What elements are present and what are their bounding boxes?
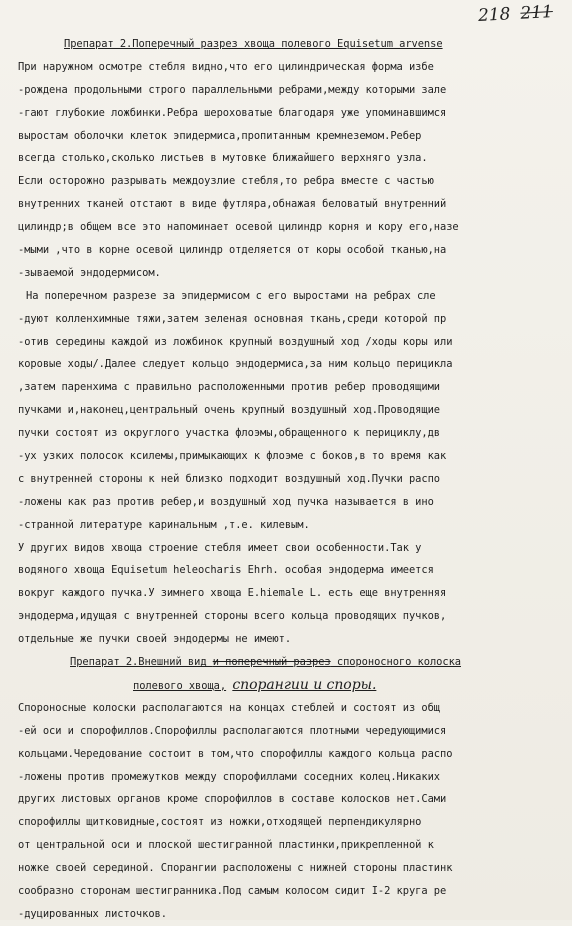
text-line: сообразно сторонам шестигранника.Под самым колосом сидит I-2 круга ре [18, 884, 447, 897]
text-line: -мыми ,что в корне осевой цилиндр отделяется от коры особой тканью,на [18, 244, 447, 257]
heading2-suffix: спороносного колоска [330, 656, 461, 669]
text-line: с внутренней стороны к ней близко подходит воздушный ход.Пучки распо [18, 472, 440, 485]
text-line: У других видов хвоща строение стебля имеет свои особенности.Так у [18, 541, 422, 554]
text-line: ножке своей серединой. Спорангии расположены с нижней стороны пластинк [18, 862, 453, 875]
paragraph-1 [18, 56, 566, 285]
text-line: -отив середины каждой из ложбинок крупный воздушный ход /ходы коры или [18, 335, 453, 348]
text-line: -ей оси и спорофиллов.Спорофиллы располагаются плотными чередующимися [18, 724, 447, 737]
paragraph-4 [18, 697, 566, 926]
text-line: -дуцированных листочков. [18, 907, 167, 920]
text-line: отдельные же пучки своей эндодермы не имеют. [18, 633, 292, 646]
text-line: кольцами.Чередование состоит в том,что спорофиллы каждого кольца распо [18, 747, 453, 760]
text-line: цилиндр;в общем все это напоминает осевой цилиндр корня и кору его,назе [18, 221, 459, 234]
text-line: вокруг каждого пучка.У зимнего хвоща E.hiemale L. есть еще внутренняя [18, 587, 447, 600]
section-heading-2 [18, 651, 566, 697]
text-line: -ух узких полосок ксилемы,примыкающих к флоэме с боков,в то время как [18, 450, 447, 463]
text-line: -дуют колленхимные тяжи,затем зеленая основная ткань,среди которой пр [18, 312, 447, 325]
text-line: коровые ходы/.Далее следует кольцо эндодермиса,за ним кольцо перицикла [18, 358, 453, 371]
text-line: от центральной оси и плоской шестигранной пластинки,прикрепленной к [18, 839, 434, 852]
text-line: пучками и,наконец,центральный очень крупный воздушный ход.Проводящие [18, 404, 440, 417]
text-line: ,затем паренхима с правильно расположенными против ребер проводящими [18, 381, 440, 394]
text-line: всегда столько,сколько листьев в мутовке ближайшего верхняго узла. [18, 152, 428, 165]
page-number [478, 2, 554, 26]
text-line: -ложены как раз против ребер,и воздушный ход пучка называется в ино [18, 495, 434, 508]
text-line: Спороносные колоски располагаются на концах стеблей и состоят из общ [18, 701, 440, 714]
text-line: других листовых органов кроме спорофиллов в составе колосков нет.Сами [18, 793, 447, 806]
page-number-crossed: 211 [519, 2, 554, 24]
text-line: -зываемой эндодермисом. [18, 266, 161, 279]
heading2-struck: и поперечный разрез [212, 656, 331, 669]
text-line: водяного хвоща Equisetum heleocharis Ehrh. особая эндодерма имеется [18, 564, 434, 577]
text-line: спорофиллы щитковидные,состоят из ножки,отходящей перпендикулярно [18, 816, 422, 829]
heading2-prefix: Препарат 2.Внешний вид [70, 656, 213, 669]
section-heading: Препарат 2.Поперечный разрез хвоща полевого Equisetum arvense [64, 38, 443, 50]
text-line: пучки состоят из округлого участка флоэмы,обращенного к перициклу,дв [18, 427, 440, 440]
text-line: При наружном осмотре стебля видно,что его цилиндрическая форма избе [18, 60, 434, 73]
text-line: -странной литературе каринальным ,т.е. килевым. [18, 518, 310, 531]
text-line: На поперечном разрезе за эпидермисом с его выростами на ребрах сле [26, 289, 436, 302]
page-number-current: 218 [477, 4, 511, 26]
text-line: Если осторожно разрывать междоузлие стебля,то ребра вместе с частью [18, 175, 434, 188]
text-line: -ложены против промежутков между спорофиллами соседних колец.Никаких [18, 770, 440, 783]
paragraph-2 [18, 285, 566, 537]
paragraph-3 [18, 537, 566, 651]
heading2-line2 [18, 674, 566, 697]
handwritten-note: спорангии и споры. [232, 676, 377, 693]
text-line: внутренних тканей отстают в виде футляра,обнажая беловатый внутренний [18, 198, 447, 211]
text-line: -гают глубокие ложбинки.Ребра шероховатые благодаря уже упоминавшимся [18, 106, 447, 119]
text-line: -рождена продольными строго параллельными ребрами,между которыми зале [18, 83, 447, 96]
text-line: выростам оболочки клеток эпидермиса,пропитанным кремнеземом.Ребер [18, 129, 422, 142]
text-line: эндодерма,идущая с внутренней стороны всего кольца проводящих пучков, [18, 610, 447, 623]
heading2-line2-text: полевого хвоща, [133, 679, 227, 692]
document-body [18, 33, 566, 926]
heading2-line1 [18, 651, 566, 674]
